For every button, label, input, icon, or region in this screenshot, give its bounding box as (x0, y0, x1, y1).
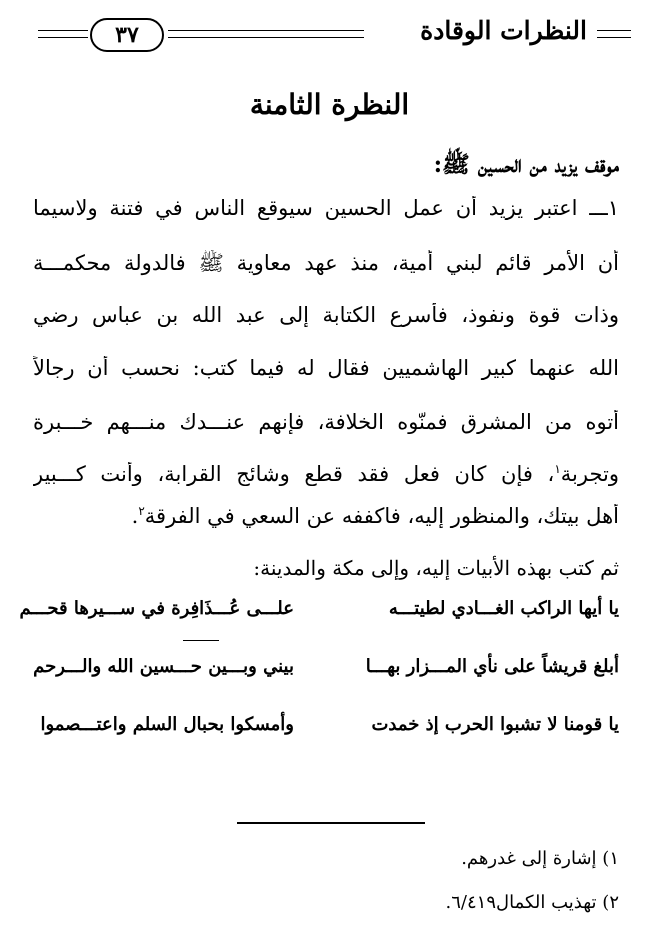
footnote-2-number: ٢) (602, 892, 619, 913)
footnote-1 (461, 848, 619, 869)
header-rule-right (597, 30, 631, 38)
footnote-1-number: ١) (602, 848, 619, 869)
verse-1-first-hemistich: يا أيها الراكب الغـــادي لطيتـــه (388, 598, 619, 619)
body-line-6 (33, 462, 619, 486)
verse-2-first-hemistich: أبلغ قريشاً على نأي المـــزار بهـــا (365, 656, 619, 677)
section-heading: موقف يزيد من الحسين ﷺ: (433, 151, 619, 178)
chapter-title: النظرة الثامنة (249, 88, 410, 121)
body-line-2: أن الأمر قائم لبني أمية، منذ عهد معاوية ﷺ فالدولة محكمـــة (33, 251, 619, 275)
footnote-separator (237, 822, 425, 824)
body-line-6-start: وتجربة (560, 462, 619, 486)
body-line-6-rest: ، فإن كان فعل فقد قطع وشائج القرابة، وأنت كـــبير (33, 462, 555, 486)
running-header-title: النظرات الوقادة (420, 16, 587, 45)
footnote-ref-1[interactable]: ١ (554, 462, 561, 476)
footnote-2 (446, 892, 619, 913)
page-number: ٣٧ (90, 18, 164, 52)
footnote-2-text: تهذيب الكمال٦/٤١٩. (445, 892, 597, 913)
verse-3-second-hemistich: وأمسكوا بحبال السلم واعتـــصموا (40, 714, 294, 735)
body-line-3: وذات قوة ونفوذ، فأسرع الكتابة إلى عبد الله بن عباس رضي (33, 303, 619, 327)
body-line-5: أتوه من المشرق فمنّوه الخلافة، فإنهم عنـــدك منـــهم خـــبرة (33, 410, 619, 434)
body-line-1: ١ـــ اعتبر يزيد أن عمل الحسين سيوقع الناس في فتنة ولاسيما (33, 196, 619, 220)
footnote-ref-2[interactable]: ٢ (138, 504, 145, 518)
body-line-7 (33, 504, 619, 528)
sentence-end: . (131, 504, 139, 528)
footnote-1-text: إشارة إلى غدرهم. (461, 848, 597, 869)
body-line-7-text: أهل بيتك، والمنظور إليه، فاكففه عن السعي في الفرقة (144, 504, 619, 528)
verse-overline-mark (183, 640, 219, 641)
header-rule-left (38, 30, 88, 38)
verses-intro: ثم كتب بهذه الأبيات إليه، وإلى مكة والمدينة: (253, 556, 619, 580)
header-rule-middle (168, 30, 364, 38)
body-line-4: الله عنهما كبير الهاشميين فقال له فيما كتب: نحسب أن رجالاً (33, 356, 619, 380)
verse-1-second-hemistich: علـــى عُـــذَافِرة في ســـيرها قحـــم (19, 598, 294, 619)
verse-3-first-hemistich: يا قومنا لا تشبوا الحرب إذ خمدت (371, 714, 619, 735)
verse-2-second-hemistich: بيني وبـــين حـــسين الله والـــرحم (33, 656, 294, 677)
